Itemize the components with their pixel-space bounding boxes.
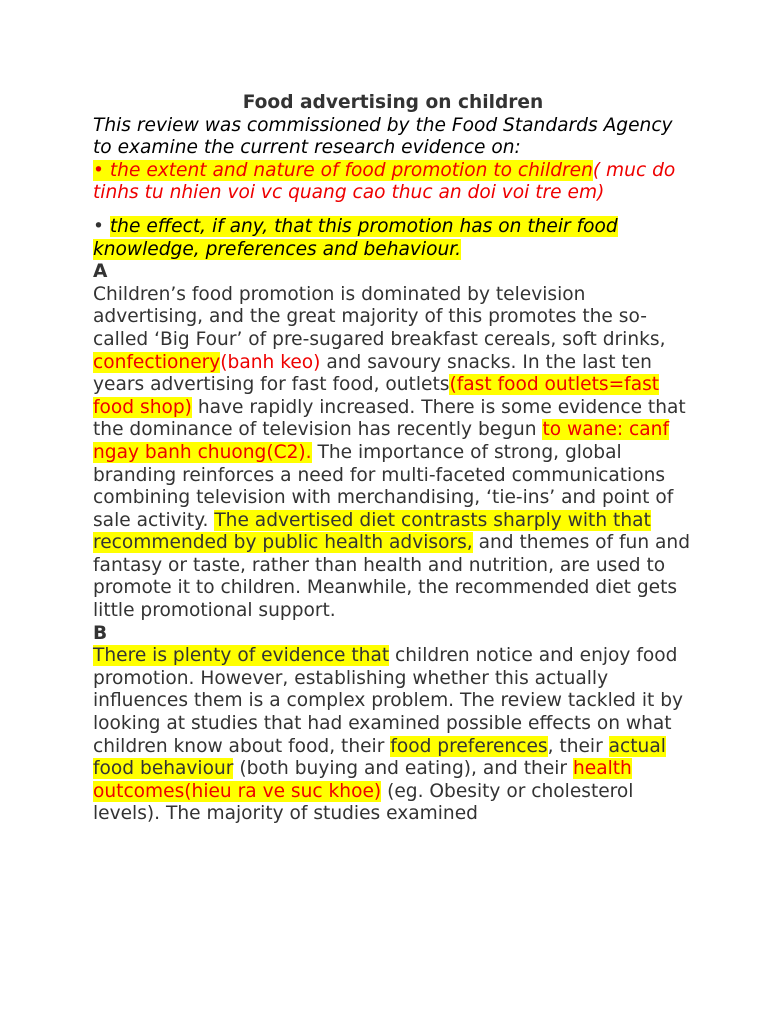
bullet-1-note: ( muc do tinhs tu nhien voi vc quang cao thuc an doi voi tre em)	[93, 159, 676, 204]
intro-line: This review was commissioned by the Food Standards Agency to examine the current research evidence on:	[93, 114, 673, 159]
section-a-highlight-2: (fast food outlets=fast food shop)	[93, 374, 660, 418]
section-b-text-4: (eg. Obesity or cholesterol levels). The majority of studies examined	[93, 780, 634, 825]
document-title: Food advertising on children	[242, 92, 544, 113]
section-a-text-1: Children’s food promotion is dominated by television advertising, and the great majority of this promotes the so-called ‘Big Four’ of pre-sugared breakfast cereals, soft drinks,	[93, 283, 666, 350]
section-b-text-2: , their	[547, 735, 609, 757]
section-b-highlight-1: There is plenty of evidence that	[93, 645, 390, 667]
section-a-heading: A	[93, 261, 108, 283]
section-a-highlight-3: to wane: canf ngay banh chuong(C2).	[93, 419, 670, 463]
section-b-highlight-4: health outcomes(hieu ra ve suc khoe)	[93, 758, 632, 802]
bullet-1-highlight: the extent and nature of food promotion to children	[109, 159, 593, 181]
section-a-text-4: The importance of strong, global branding reinforces a need for multi-faceted communications combining television with merchandising, ‘tie-ins’ and point of sale activity.	[93, 441, 674, 531]
section-a-highlight-4: The advertised diet contrasts sharply with that recommended by public health advisors,	[93, 509, 651, 554]
section-a-text-2: and savoury snacks. In the last ten years advertising for fast food, outlets	[93, 351, 652, 396]
bullet-1-marker: •	[93, 159, 110, 181]
section-a-text-5: and themes of fun and fantasy or taste, rather than health and nutrition, are used to promote it to children. Meanwhile, the recommended diet gets little promotional support.	[93, 532, 691, 622]
bullet-2-marker: •	[93, 215, 110, 237]
section-b-text-1: children notice and enjoy food promotion. However, establishing whether this actually influences them is a complex problem. The review tackled it by looking at studies that had examined possible effects on what children know about food, their	[93, 645, 684, 757]
document-page	[93, 92, 693, 826]
intro-paragraph	[93, 115, 693, 160]
section-a-text-3: have rapidly increased. There is some evidence that the dominance of television has recently begun	[93, 396, 686, 441]
bullet-1	[93, 160, 693, 205]
section-a-highlight-1: confectionery	[93, 351, 221, 373]
section-b-text-3: (both buying and eating), and their	[233, 758, 573, 780]
bullet-2	[93, 216, 693, 261]
section-a-paragraph	[93, 284, 693, 623]
section-b-highlight-2: food preferences	[390, 735, 548, 757]
section-b-paragraph	[93, 645, 693, 826]
section-b-heading: B	[93, 622, 108, 644]
bullet-2-highlight: the effect, if any, that this promotion has on their food knowledge, preferences and behaviour.	[93, 215, 618, 260]
section-a-note-1: (banh keo)	[220, 351, 321, 373]
section-b-highlight-3: actual food behaviour	[93, 735, 666, 780]
